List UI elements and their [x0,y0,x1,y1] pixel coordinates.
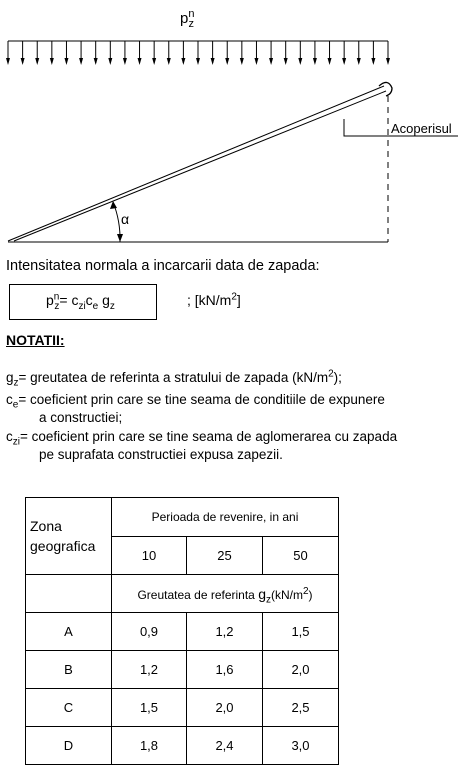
roof-label: Acoperisul [391,121,452,136]
notes-title: NOTATII: [6,332,65,348]
period-50: 50 [263,537,339,575]
load-arrow-head [167,58,171,65]
zone-header: Zona geografica [26,498,112,575]
zone-cell: A [26,613,112,651]
formula: $p^n_z= c_{zi}c_e$ $g_z$ [46,291,115,312]
value-cell: 2,0 [263,651,339,689]
load-arrow-head [240,58,244,65]
load-arrows [6,41,390,65]
load-arrow-head [6,58,10,65]
value-cell: 1,5 [263,613,339,651]
load-arrow-head [152,58,156,65]
load-arrow-head [50,58,54,65]
note-ce-cont: a constructiei; [39,410,123,425]
roof-leader [344,119,388,136]
load-arrow-head [269,58,273,65]
value-cell: 1,2 [187,613,263,651]
load-arrow-head [94,58,98,65]
load-arrow-head [357,58,361,65]
load-arrow-head [64,58,68,65]
value-cell: 1,2 [112,651,187,689]
load-arrow-head [328,58,332,65]
load-arrow-head [108,58,112,65]
note-gz: $g_z=$ greutatea de referinta a stratului de zapada $(kN/m^2)$; [6,368,342,389]
load-label: $p^n_z$ [180,8,195,30]
load-arrow-head [371,58,375,65]
load-arrow-head [21,58,25,65]
roof-slope-upper [8,86,384,241]
load-arrow-head [79,58,83,65]
value-cell: 2,5 [263,689,339,727]
roof-slope-lower [14,91,386,241]
load-arrow-head [284,58,288,65]
note-ce: $c_e=$ coeficient prin care se tine seama de conditiile de expunere [6,392,385,411]
value-cell: 1,8 [112,727,187,765]
period-10: 10 [112,537,187,575]
period-header: Perioada de revenire, in ani [112,498,339,537]
load-arrow-head [386,58,390,65]
load-arrow-head [298,58,302,65]
load-arrow-head [138,58,142,65]
note-czi: $c_{zi}=$ coeficient prin care se tine seama de aglomerarea cu zapada [6,429,398,448]
load-arrow-head [196,58,200,65]
value-cell: 2,0 [187,689,263,727]
zone-header-blank [26,575,112,613]
zone-cell: B [26,651,112,689]
load-arrow-head [181,58,185,65]
value-cell: 0,9 [112,613,187,651]
load-arrow-head [211,58,215,65]
value-cell: 1,6 [187,651,263,689]
zone-cell: C [26,689,112,727]
load-arrow-head [313,58,317,65]
value-cell: 1,5 [112,689,187,727]
load-arrow-head [35,58,39,65]
roof-end-cap [379,82,392,96]
angle-label: α [121,211,130,227]
period-25: 25 [187,537,263,575]
note-czi-cont: pe suprafata constructiei expusa zapezii. [39,447,283,462]
intensity-title: Intensitatea normala a incarcarii data de zapada: [6,258,320,274]
load-arrow-head [225,58,229,65]
weight-header: Greutatea de referinta $g_z(kN/m^2)$ [112,575,339,613]
snow-weight-table [25,497,339,765]
value-cell: 2,4 [187,727,263,765]
value-cell: 3,0 [263,727,339,765]
angle-arrow-bottom [117,234,123,242]
load-arrow-head [123,58,127,65]
load-arrow-head [342,58,346,65]
load-arrow-head [254,58,258,65]
formula-unit: ; $[kN/m^2]$ [187,291,241,308]
zone-cell: D [26,727,112,765]
